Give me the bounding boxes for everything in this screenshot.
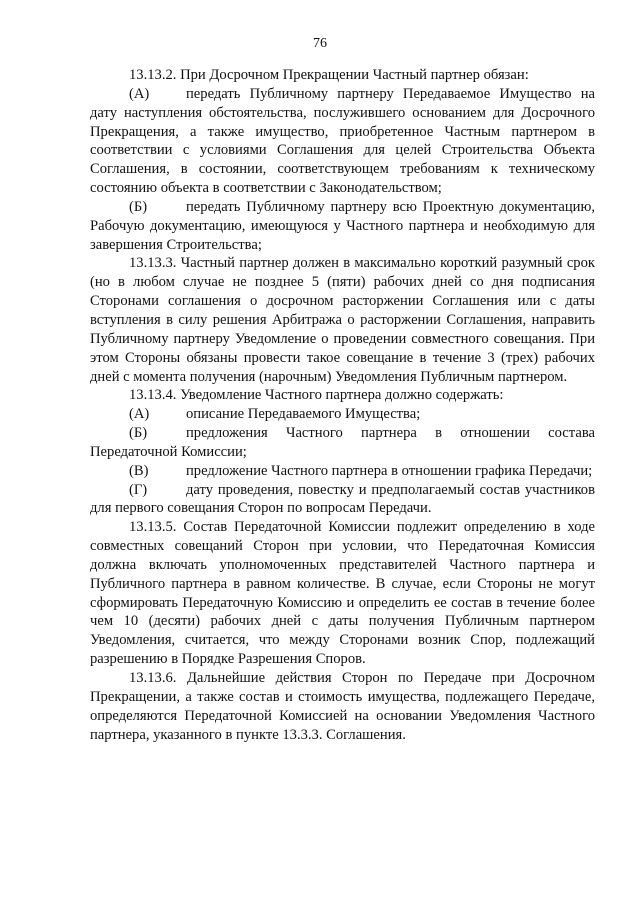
clause-13-13-2: 13.13.2. При Досрочном Прекращении Частный партнер обязан: — [129, 67, 529, 83]
item-marker: (Б) — [129, 425, 148, 442]
page-number: 76 — [313, 36, 327, 51]
item-text: передать Публичному партнеру Передаваемое Имущество на дату наступления обстоятельства, послужившего основанием для Досрочного Прекращения, а также имущество, приобретенное Частным партнером в соответствии с условиями Соглашения для целей Строительства Объекта Соглашения, в состоянии, соответствующем требованиям к техническому состоянию объекта в соответствии с Законодательством; — [90, 85, 595, 197]
document-body — [90, 66, 595, 744]
clause-item-a — [90, 85, 595, 198]
clause-13-13-4: 13.13.4. Уведомление Частного партнера должно содержать: — [129, 387, 504, 404]
item-text: дату проведения, повестку и предполагаемый состав участников для первого совещания Сторон по вопросам Передачи. — [90, 481, 595, 517]
notice-item-b — [90, 424, 595, 462]
clause-13-13-3: 13.13.3. Частный партнер должен в максимально короткий разумный срок (но в любом случае не позднее 5 (пяти) рабочих дней со дня подписания Сторонами соглашения о досрочном расторжении Соглашения или с даты вступления в силу решения Арбитража о расторжении Соглашения, направить Публичному партнеру Уведомление о проведении совместного совещания. При этом Стороны обязаны провести такое совещание в течение 3 (трех) рабочих дней с момента получения (нарочным) Уведомления Публичным партнером. — [90, 255, 595, 385]
item-text: описание Передаваемого Имущества; — [186, 406, 421, 423]
item-marker: (А) — [129, 406, 150, 423]
item-text: предложение Частного партнера в отношении графика Передачи; — [186, 462, 593, 479]
item-marker: (Г) — [129, 481, 148, 498]
item-text: предложения Частного партнера в отношении состава Передаточной Комиссии; — [90, 425, 595, 460]
clause-13-13-6: 13.13.6. Дальнейшие действия Сторон по Передаче при Досрочном Прекращении, а также состав и стоимость имущества, подлежащего Передаче, определяются Передаточной Комиссией на основании Уведомления Частного партнера, указанного в пункте 13.3.3. Соглашения. — [90, 670, 595, 743]
notice-item-g — [90, 481, 595, 519]
item-text: передать Публичному партнеру всю Проектную документацию, Рабочую документацию, имеющуюся у Частного партнера и необходимую для завершения Строительства; — [90, 198, 595, 253]
notice-item-v — [90, 462, 595, 481]
item-marker: (В) — [129, 462, 149, 479]
item-marker: (А) — [129, 85, 150, 102]
clause-item-b — [90, 198, 595, 255]
clause-13-13-5: 13.13.5. Состав Передаточной Комиссии подлежит определению в ходе совместных совещаний Сторон при условии, что Передаточная Комиссия должна включать уполномоченных представителей Частного партнера и Публичного партнера в равном количестве. В случае, если Стороны не могут сформировать Передаточную Комиссию и определить ее состав в течение более чем 10 (десяти) рабочих дней с даты получения Публичным партнером Уведомления, считается, что между Сторонами возник Спор, подлежащий разрешению в Порядке Разрешения Споров. — [90, 519, 595, 668]
item-marker: (Б) — [129, 198, 148, 215]
notice-item-a — [90, 405, 595, 424]
